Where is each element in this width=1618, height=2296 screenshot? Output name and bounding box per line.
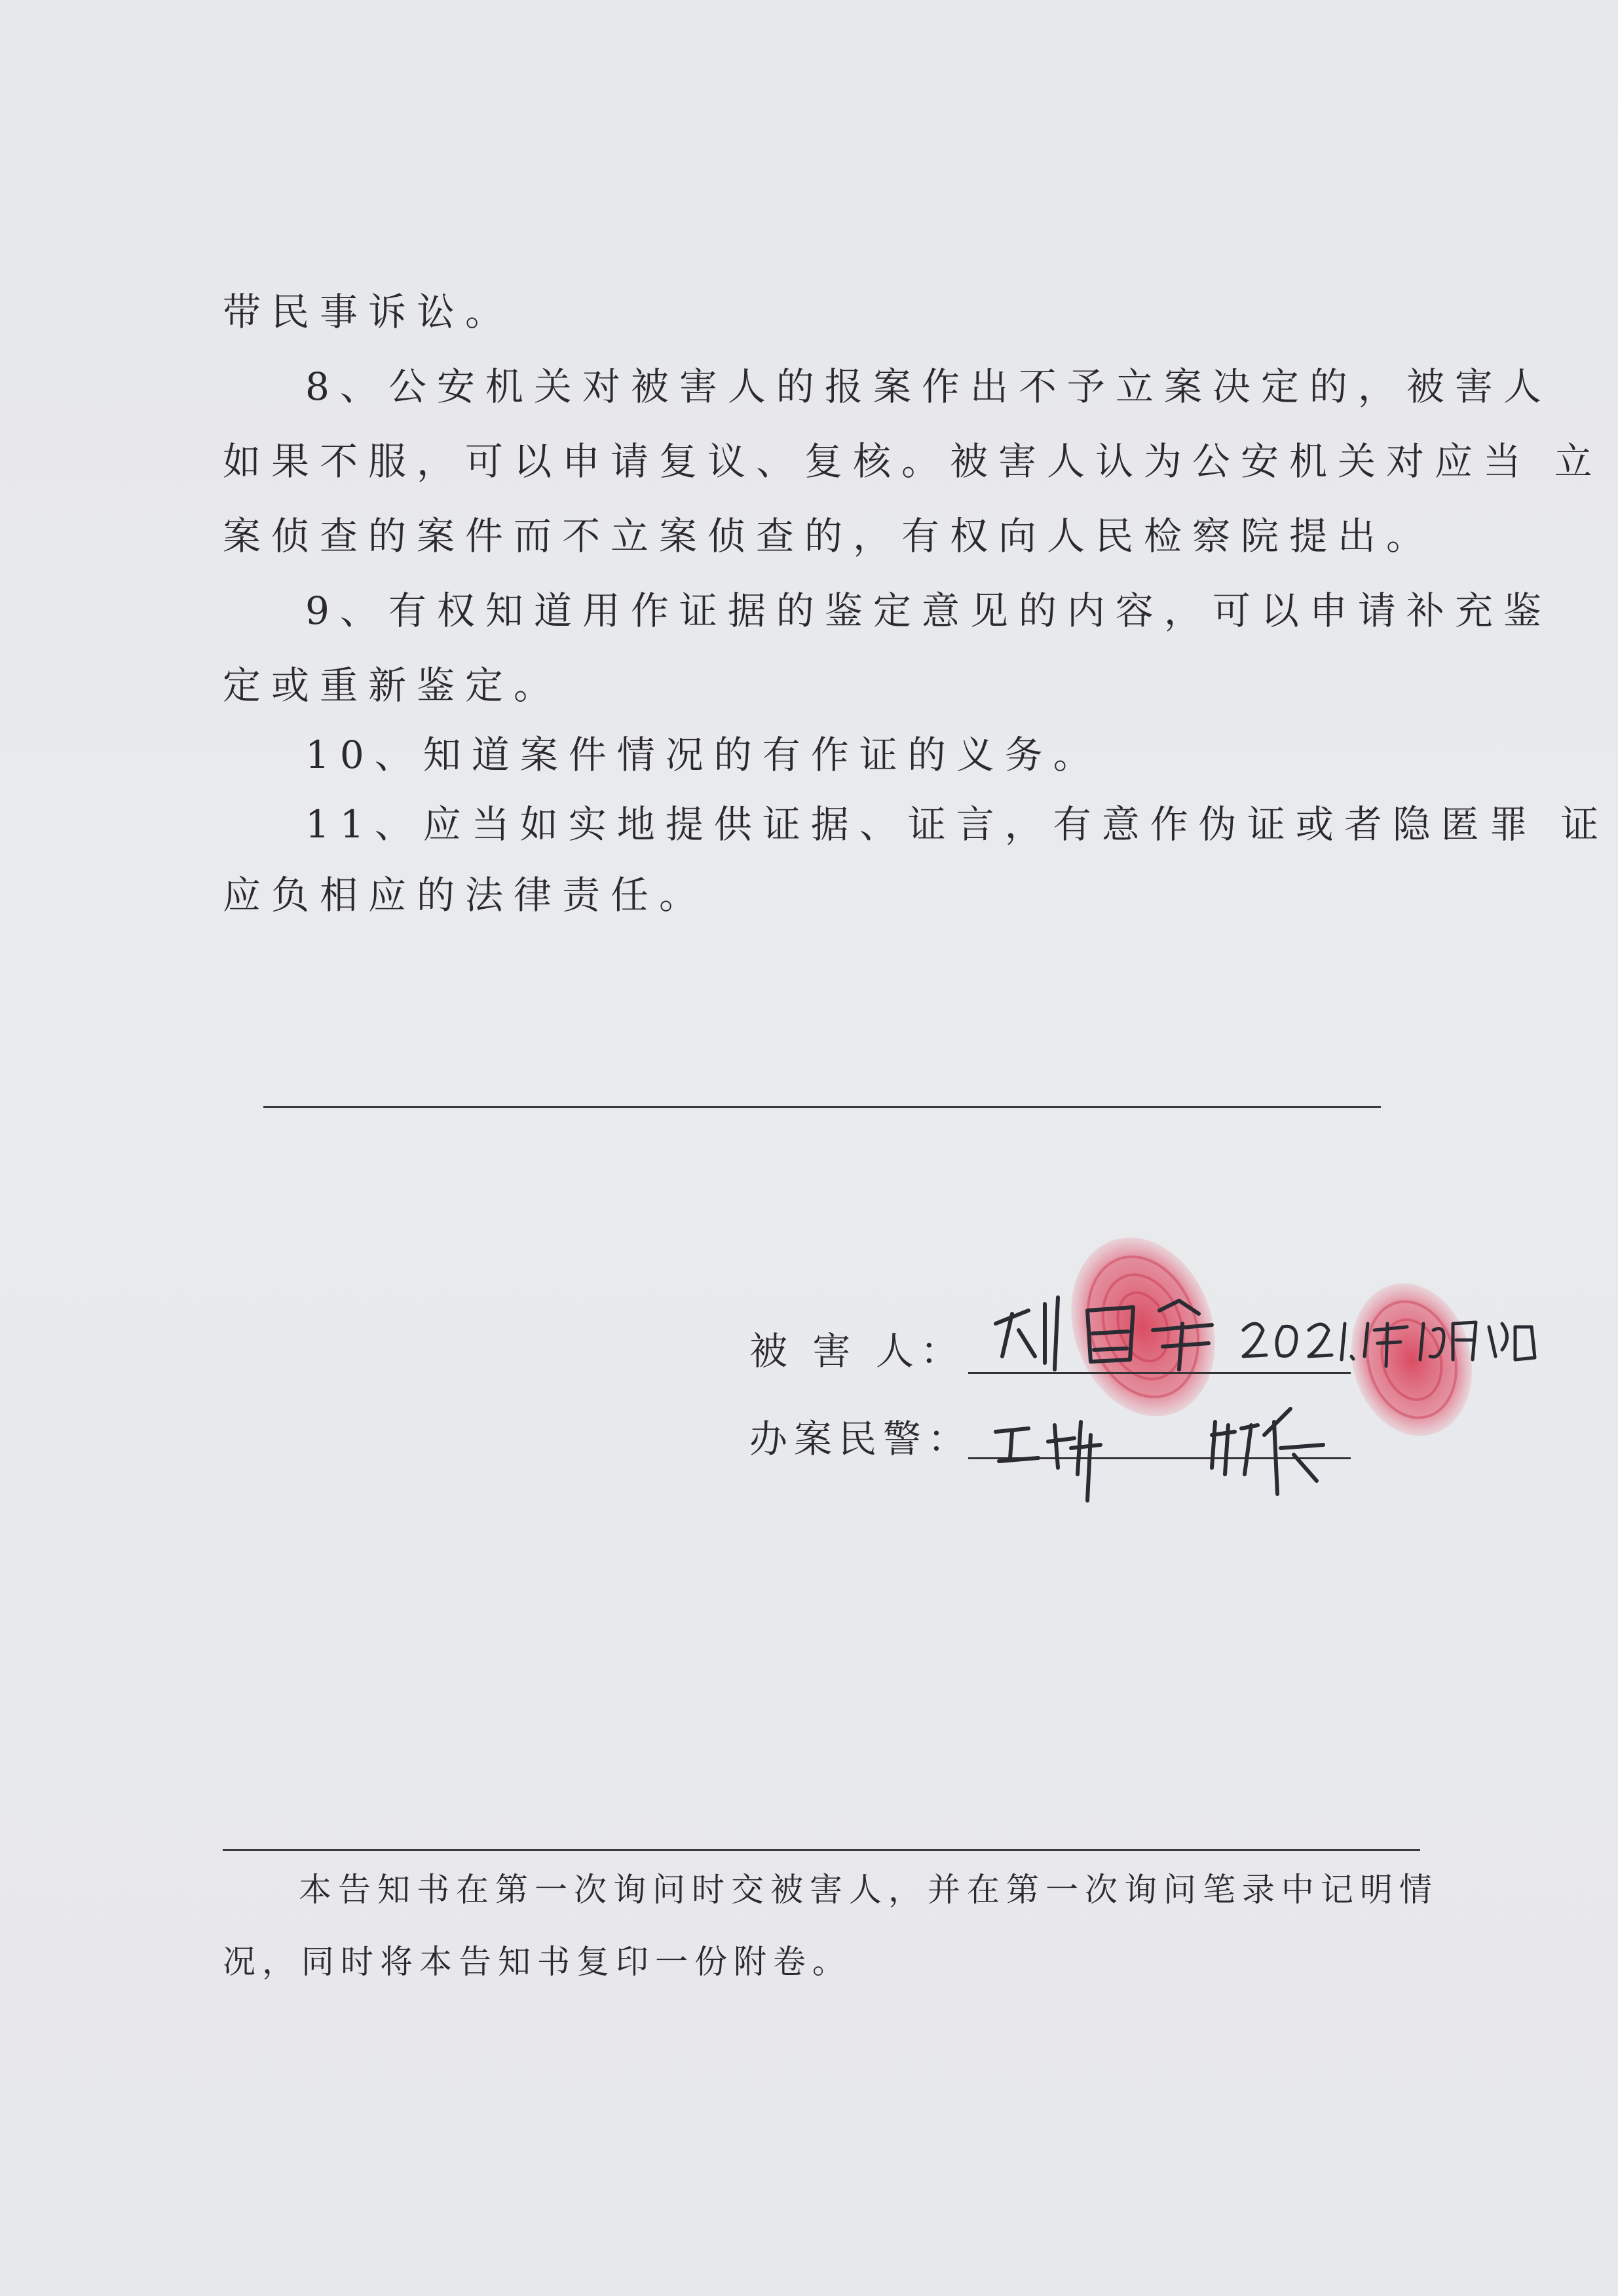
separator-line-bottom xyxy=(223,1849,1420,1851)
footnote-line-2: 况，同时将本告知书复印一份附卷。 xyxy=(223,1943,852,1981)
officer-label: 办案民警： xyxy=(749,1417,973,1461)
item-11-line-2: 应负相应的法律责任。 xyxy=(223,873,708,917)
victim-date xyxy=(1237,1304,1545,1376)
body-line-1: 带民事诉讼。 xyxy=(223,290,514,334)
item-9-line-2: 定或重新鉴定。 xyxy=(223,663,563,708)
item-8-line-2: 如果不服，可以申请复议、复核。被害人认为公安机关对应当 立 xyxy=(223,439,1603,484)
item-9-line-1: 9、有权知道用作证据的鉴定意见的内容，可以申请补充鉴 xyxy=(305,588,1552,633)
victim-label: 被 害 人： xyxy=(749,1329,965,1373)
footnote-line-1: 本告知书在第一次询问时交被害人，并在第一次询问笔录中记明情 xyxy=(299,1871,1439,1909)
item-11-line-1: 11、应当如实地提供证据、证言，有意作伪证或者隐匿罪 证 xyxy=(305,802,1609,847)
item-8-line-3: 案侦查的案件而不立案侦查的，有权向人民检察院提出。 xyxy=(223,514,1435,558)
officer-signatures xyxy=(983,1396,1349,1507)
victim-signature xyxy=(983,1284,1258,1376)
separator-line-top xyxy=(263,1106,1381,1108)
item-10-line: 10、知道案件情况的有作证的义务。 xyxy=(305,733,1102,777)
item-8-line-1: 8、公安机关对被害人的报案作出不予立案决定的，被害人 xyxy=(305,364,1552,409)
